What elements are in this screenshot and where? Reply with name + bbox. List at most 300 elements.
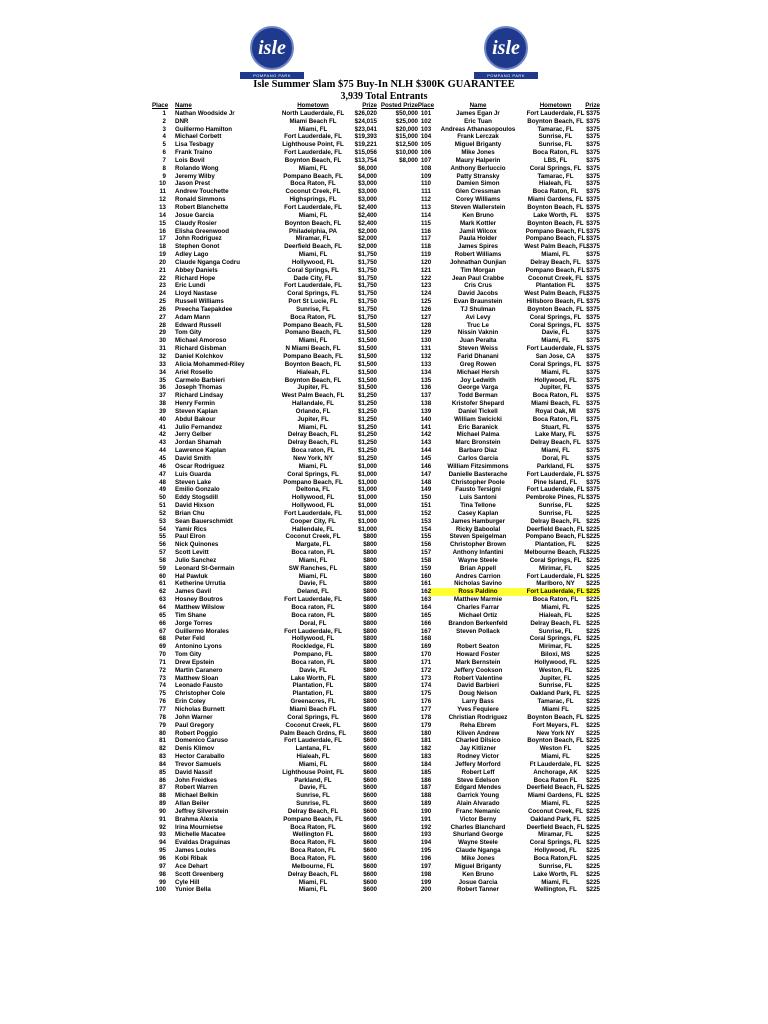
cell-place-2: 197 <box>420 862 432 870</box>
cell-prize-2: $225 <box>586 823 600 831</box>
cell-hometown-2: Sunrise, FL <box>538 133 573 141</box>
cell-name-2: Miguel Briganty <box>454 141 502 149</box>
cell-prize: $1,500 <box>358 360 377 368</box>
cell-hometown-2: Fort Meyers, FL <box>532 721 579 729</box>
cell-prize-2: $225 <box>586 572 600 580</box>
cell-name: Hosney Boutros <box>175 596 223 604</box>
cell-place: 34 <box>159 368 166 376</box>
table-row <box>152 486 600 494</box>
table-row <box>152 251 600 259</box>
cell-place-2: 108 <box>420 164 432 172</box>
cell-name-2: Andres Carrion <box>455 572 501 580</box>
cell-name: Tom Gity <box>175 329 202 337</box>
cell-hometown-2: Wellington, FL <box>534 886 577 894</box>
cell-prize: $800 <box>363 643 377 651</box>
cell-name: John Warner <box>175 713 213 721</box>
cell-hometown-2: New York NY <box>536 729 575 737</box>
cell-place: 83 <box>159 753 166 761</box>
cell-hometown: Boca raton, FL <box>291 611 335 619</box>
cell-name-2: Shurland George <box>452 831 504 839</box>
table-row <box>152 392 600 400</box>
cell-name: Julio Sanchez <box>175 556 217 564</box>
cell-place-2: 180 <box>420 729 432 737</box>
cell-hometown: Davie, FL <box>299 784 327 792</box>
cell-hometown: Hallendale, FL <box>292 525 334 533</box>
cell-name-2: Cris Crus <box>464 282 492 290</box>
cell-name-2: Greg Rowen <box>459 360 497 368</box>
cell-place-2: 194 <box>420 839 432 847</box>
cell-place-2: 122 <box>420 274 432 282</box>
cell-hometown-2: Miami, FL <box>541 800 570 808</box>
cell-hometown: Miami, FL <box>298 878 328 886</box>
cell-name: Nicholas Burnett <box>175 705 225 713</box>
cell-place-2: 118 <box>421 243 431 251</box>
cell-hometown-2: Hialeah, FL <box>538 611 572 619</box>
cell-hometown-2: Pembroke Pines, FL <box>525 494 586 502</box>
cell-hometown-2: Biloxi, MS <box>540 651 571 659</box>
cell-name: John Freidkes <box>175 776 217 784</box>
cell-prize: $15,056 <box>354 149 377 157</box>
cell-prize-2: $225 <box>586 760 600 768</box>
cell-hometown-2: Boca Raton, FL <box>532 415 579 423</box>
cell-prize-2: $375 <box>586 235 600 243</box>
cell-name: Nick Quinones <box>175 541 219 549</box>
cell-name: John Rodriguez <box>175 235 222 243</box>
cell-place-2: 142 <box>420 431 432 439</box>
cell-name-2: Eric Baranick <box>458 423 498 431</box>
cell-place-2: 117 <box>421 235 431 243</box>
cell-name: Brian Chu <box>175 509 205 517</box>
cell-place: 17 <box>159 235 166 243</box>
cell-prize-2: $375 <box>586 353 600 360</box>
cell-name: Luis Guarda <box>175 470 212 478</box>
cell-prize-2: $225 <box>586 745 600 753</box>
cell-place: 44 <box>159 447 166 455</box>
cell-name-2: Casey Kaplan <box>457 509 499 517</box>
table-row <box>152 306 600 314</box>
table-row <box>152 157 600 165</box>
table-row <box>152 220 600 228</box>
table-row <box>152 628 600 636</box>
cell-prize: $2,000 <box>358 227 377 235</box>
cell-prize: $1,250 <box>358 407 377 415</box>
table-row <box>152 180 600 188</box>
cell-name: Daniel Kolchkov <box>175 353 224 360</box>
cell-name-2: George Varga <box>457 384 499 392</box>
cell-hometown: Plantation, FL <box>292 682 334 690</box>
cell-hometown-2: Deerfield Beach, FL <box>526 784 585 792</box>
cell-name-2: Daniel Tickell <box>458 407 498 415</box>
cell-hometown-2: Boynton Beach, FL <box>527 713 584 721</box>
cell-hometown-2: Pine Island, FL <box>533 478 578 486</box>
cell-hometown: Hialeah, FL <box>296 368 330 376</box>
cell-prize-2: $375 <box>586 454 600 462</box>
cell-place: 46 <box>159 462 166 470</box>
table-row <box>152 643 600 651</box>
cell-place: 48 <box>159 478 166 486</box>
cell-name: Evaldas Draguinas <box>175 839 231 847</box>
table-row <box>152 463 600 471</box>
cell-hometown: Wellington FL <box>292 831 334 839</box>
cell-place: 57 <box>159 549 166 557</box>
cell-place: 88 <box>159 792 166 800</box>
cell-name: Lawrence Kaplan <box>175 447 226 455</box>
cell-name: Matthew Sloan <box>175 674 219 682</box>
cell-place: 93 <box>159 831 166 839</box>
cell-place: 3 <box>162 125 166 133</box>
cell-name-2: Reha Ebrem <box>459 721 497 729</box>
cell-place: 7 <box>162 156 166 164</box>
cell-prize-2: $225 <box>586 682 600 690</box>
cell-prize-2: $375 <box>586 211 600 219</box>
table-row <box>152 133 600 141</box>
cell-prize-2: $225 <box>586 627 600 635</box>
cell-prize-2: $225 <box>586 776 600 784</box>
cell-place-2: 176 <box>420 698 432 706</box>
table-row <box>152 580 600 588</box>
cell-prize-2: $225 <box>586 556 600 564</box>
cell-place: 58 <box>159 556 166 564</box>
cell-prize: $600 <box>363 776 377 784</box>
cell-name: Martin Caranero <box>175 666 223 674</box>
cell-hometown-2: Miami Gardens, FL <box>527 196 584 204</box>
cell-place-2: 116 <box>421 227 431 235</box>
cell-place: 68 <box>159 635 166 643</box>
cell-name: Eddy Stogsdill <box>175 494 218 502</box>
cell-hometown-2: Miami, FL <box>541 878 570 886</box>
cell-name-2: Andreas Athanasopoulos <box>440 125 516 133</box>
cell-name-2: Fausto Tersigni <box>455 486 501 494</box>
cell-prize-2: $375 <box>586 164 600 172</box>
table-row <box>152 675 600 683</box>
cell-hometown: Miami, FL <box>298 760 328 768</box>
cell-name: Kobi Ribak <box>175 855 208 862</box>
cell-name: Michael Corbett <box>175 133 222 141</box>
cell-name: Jorge Torres <box>175 619 213 627</box>
cell-hometown: Palm Beach Grdns, FL <box>279 729 347 737</box>
cell-hometown-2: Marlboro, NY <box>536 580 575 588</box>
cell-place-2: 145 <box>420 454 432 462</box>
cell-prize-2: $375 <box>586 196 600 204</box>
cell-prize: $1,250 <box>358 423 377 431</box>
cell-name-2: Charles Blanchard <box>450 823 506 831</box>
cell-prize-2: $375 <box>586 266 600 274</box>
cell-prize: $1,250 <box>358 447 377 455</box>
cell-place-2: 186 <box>420 776 432 784</box>
cell-name-2: Brian Appell <box>459 564 497 572</box>
cell-prize: $1,250 <box>358 392 377 400</box>
cell-name: Guillermo Morales <box>175 627 229 635</box>
cell-place: 90 <box>159 807 166 815</box>
cell-name: Drew Epstein <box>175 658 215 666</box>
cell-name: Paul Elron <box>175 533 206 541</box>
table-row <box>152 188 600 196</box>
cell-hometown-2: San Jose, CA <box>535 353 576 360</box>
cell-prize-2: $225 <box>586 635 600 643</box>
cell-prize: $600 <box>363 721 377 729</box>
cell-name: Andrew Touchette <box>175 188 229 196</box>
table-row <box>152 479 600 487</box>
cell-name-2: Eric Tuan <box>464 117 492 125</box>
cell-name: Julio Fernandez <box>175 423 223 431</box>
page-subtitle: 3,939 Total Entrants <box>340 91 428 102</box>
cell-prize-2: $375 <box>586 274 600 282</box>
cell-prize-2: $375 <box>586 203 600 211</box>
cell-name-2: Jamil Wilcox <box>459 227 497 235</box>
cell-prize: $600 <box>363 870 377 878</box>
cell-name-2: Jeffery Cookson <box>453 666 503 674</box>
cell-hometown-2: Boynton Beach, FL <box>527 203 584 211</box>
cell-hometown: Fort Lauderdale, FL <box>284 282 342 290</box>
cell-name: Elisha Greenwood <box>175 227 229 235</box>
table-row <box>152 871 600 879</box>
cell-name-2: Brandon Berkenfeld <box>448 619 508 627</box>
cell-prize: $800 <box>363 564 377 572</box>
cell-hometown: SW Ranches, FL <box>288 564 338 572</box>
cell-prize: $600 <box>363 713 377 721</box>
table-row <box>152 533 600 541</box>
cell-place: 5 <box>162 141 166 149</box>
cell-place: 95 <box>159 847 166 855</box>
cell-prize: $1,750 <box>358 282 377 290</box>
table-row <box>152 212 600 220</box>
cell-name-2: Mark Bernstein <box>455 658 501 666</box>
cell-name-2: Steven Wallerstein <box>450 203 506 211</box>
cell-place-2: 178 <box>420 713 432 721</box>
cell-place: 20 <box>159 258 166 266</box>
cell-prize-2: $375 <box>586 447 600 455</box>
cell-name: Guillermo Hamilton <box>175 125 233 133</box>
cell-place: 70 <box>159 651 166 659</box>
cell-place-2: 182 <box>420 745 432 753</box>
table-row <box>152 824 600 832</box>
cell-place: 92 <box>159 823 166 831</box>
table-row <box>152 243 600 251</box>
logo-word: isle <box>258 36 286 59</box>
cell-hometown-2: Jupiter, FL <box>539 674 572 682</box>
table-row <box>152 400 600 408</box>
cell-hometown-2: Coral Springs, FL <box>529 839 582 847</box>
cell-name: Stephen Gonot <box>175 243 220 251</box>
header-place: Place <box>152 102 169 109</box>
cell-prize-2: $225 <box>586 784 600 792</box>
cell-place-2: 114 <box>421 211 431 219</box>
cell-name: Yamir Rics <box>175 525 207 533</box>
table-row <box>152 620 600 628</box>
cell-name: Robert Warren <box>175 784 218 792</box>
table-row <box>152 565 600 573</box>
cell-place: 22 <box>159 274 166 282</box>
cell-prize: $600 <box>363 839 377 847</box>
cell-hometown: Orlando, FL <box>295 407 331 415</box>
cell-place: 73 <box>159 674 166 682</box>
cell-place: 32 <box>159 353 166 360</box>
cell-place: 51 <box>159 502 166 510</box>
cell-name: James Loules <box>175 847 216 855</box>
cell-prize: $600 <box>363 815 377 823</box>
cell-prize: $800 <box>363 674 377 682</box>
cell-place-2: 159 <box>420 564 432 572</box>
cell-place: 56 <box>159 541 166 549</box>
cell-hometown: Miami Beach FL <box>289 705 337 713</box>
cell-place: 9 <box>162 172 166 180</box>
cell-hometown: Boca Raton, FL <box>290 823 336 831</box>
cell-prize: $800 <box>363 682 377 690</box>
cell-place-2: 126 <box>420 305 432 313</box>
cell-hometown-2: Pompano Beach, FL <box>525 533 586 541</box>
cell-prize: $1,500 <box>358 345 377 353</box>
cell-place-2: 170 <box>420 651 432 659</box>
cell-place-2: 103 <box>420 125 432 133</box>
cell-prize-2: $225 <box>586 596 600 604</box>
cell-prize-2: $375 <box>586 219 600 227</box>
cell-hometown-2: Ft Lauderdale, FL <box>529 760 582 768</box>
cell-place-2: 191 <box>420 815 432 823</box>
table-row <box>152 165 600 173</box>
cell-place: 31 <box>159 345 166 353</box>
cell-hometown-2: Fort Lauderdale, FL <box>526 109 585 117</box>
table-row <box>152 682 600 690</box>
cell-hometown: Hialeah, FL <box>296 753 330 761</box>
cell-hometown-2: Pompano Beach, FL <box>525 266 586 274</box>
cell-name-2: Paula Holder <box>459 235 497 243</box>
table-row <box>152 808 600 816</box>
cell-prize: $3,000 <box>358 188 377 196</box>
cell-name-2: Avi Levy <box>465 313 491 321</box>
cell-place-2: 164 <box>420 604 432 611</box>
cell-place: 63 <box>159 596 166 604</box>
cell-prize-2: $225 <box>586 643 600 651</box>
cell-place: 43 <box>159 439 166 447</box>
cell-name-2: Corey Williams <box>455 196 501 204</box>
cell-hometown-2: Weston, FL <box>538 666 573 674</box>
cell-place: 59 <box>159 564 166 572</box>
cell-hometown-2: Fort Lauderdale, FL <box>526 345 585 353</box>
cell-hometown: Pomano Beach, FL <box>285 329 341 337</box>
cell-place: 81 <box>159 737 166 745</box>
cell-name-2: Farid Dhanani <box>457 353 499 360</box>
cell-prize: $600 <box>363 800 377 808</box>
cell-place: 30 <box>159 337 166 345</box>
cell-place-2: 131 <box>420 345 432 353</box>
table-row <box>152 886 600 894</box>
cell-name-2: James Spires <box>458 243 498 251</box>
cell-prize-2: $225 <box>586 862 600 870</box>
cell-place: 84 <box>159 760 166 768</box>
cell-prize: $800 <box>363 658 377 666</box>
cell-hometown: Melbourne, FL <box>291 862 335 870</box>
cell-name: Edward Russell <box>175 321 222 329</box>
table-row <box>152 502 600 510</box>
table-row <box>152 228 600 236</box>
cell-hometown-2: Hillsboro Beach, FL <box>526 298 585 306</box>
cell-hometown-2: Miami, FL <box>541 368 570 376</box>
cell-place-2: 105 <box>420 141 432 149</box>
cell-prize-2: $375 <box>586 392 600 400</box>
cell-prize-2: $375 <box>586 368 600 376</box>
cell-prize-2: $225 <box>586 502 600 510</box>
table-row <box>152 839 600 847</box>
cell-prize: $800 <box>363 541 377 549</box>
cell-prize-2: $225 <box>586 549 600 557</box>
cell-name: Preecha Taepakdee <box>175 305 233 313</box>
cell-hometown-2: Plantation FL <box>535 282 576 290</box>
cell-prize: $800 <box>363 627 377 635</box>
cell-place-2: 139 <box>420 407 432 415</box>
cell-name: Eric Lundi <box>175 282 206 290</box>
table-header <box>152 102 600 110</box>
table-row <box>152 149 600 157</box>
cell-prize: $800 <box>363 588 377 596</box>
table-row <box>152 290 600 298</box>
cell-hometown-2: Pompano Beach, FL <box>525 227 586 235</box>
cell-hometown: Miami, FL <box>298 211 328 219</box>
header-name-2: Name <box>469 102 487 109</box>
cell-prize: $800 <box>363 651 377 659</box>
cell-hometown: Sunrise, FL <box>296 305 330 313</box>
cell-place: 60 <box>159 572 166 580</box>
cell-hometown-2: Hollywood, FL <box>534 376 577 384</box>
cell-place: 100 <box>155 886 166 894</box>
cell-hometown: Fort Lauderdale, FL <box>284 509 342 517</box>
cell-hometown: Coconut Creek, FL <box>285 533 341 541</box>
cell-name: Carmelo Barbieri <box>175 376 225 384</box>
cell-prize-2: $225 <box>586 674 600 682</box>
cell-hometown-2: Fort Lauderdale, FL <box>526 588 585 596</box>
cell-place: 25 <box>159 298 166 306</box>
cell-place: 74 <box>159 682 166 690</box>
cell-posted-prize: $20,000 <box>395 125 418 133</box>
cell-name-2: Christopher Brown <box>449 541 507 549</box>
cell-prize-2: $225 <box>586 517 600 525</box>
cell-prize-2: $225 <box>586 658 600 666</box>
cell-name: Scott Levitt <box>175 549 209 557</box>
table-row <box>152 706 600 714</box>
cell-name: Abdul Bakour <box>175 415 216 423</box>
table-row <box>152 282 600 290</box>
cell-place-2: 162 <box>420 588 432 596</box>
table-row <box>152 431 600 439</box>
cell-place-2: 106 <box>420 149 432 157</box>
cell-prize: $600 <box>363 847 377 855</box>
cell-name-2: Jay Kitlizner <box>459 745 497 753</box>
table-row <box>152 541 600 549</box>
table-row <box>152 784 600 792</box>
cell-hometown-2: Sunrise, FL <box>538 141 573 149</box>
cell-prize: $800 <box>363 604 377 611</box>
cell-place-2: 102 <box>420 117 432 125</box>
cell-hometown: Miami, FL <box>298 886 328 894</box>
cell-hometown: Fort Lauderdale, FL <box>284 149 342 157</box>
cell-prize: $1,250 <box>358 431 377 439</box>
table-row <box>152 635 600 643</box>
cell-name-2: Steven Pollack <box>456 627 500 635</box>
cell-hometown-2: Coral Springs, FL <box>529 556 582 564</box>
cell-hometown: Fort Lauderdale, FL <box>284 737 342 745</box>
cell-place: 49 <box>159 486 166 494</box>
cell-hometown-2: Pompano Beach, FL <box>525 235 586 243</box>
cell-name: Tim Shane <box>175 611 207 619</box>
cell-prize: $800 <box>363 619 377 627</box>
cell-place-2: 184 <box>420 760 432 768</box>
cell-hometown-2: Boca Raton FL <box>533 776 578 784</box>
cell-hometown-2: West Palm Beach, FL <box>524 290 587 298</box>
cell-place: 96 <box>159 855 166 862</box>
cell-place: 38 <box>159 400 166 408</box>
cell-name: Robert Blanchette <box>175 203 229 211</box>
table-row <box>152 126 600 134</box>
cell-place-2: 179 <box>420 721 432 729</box>
